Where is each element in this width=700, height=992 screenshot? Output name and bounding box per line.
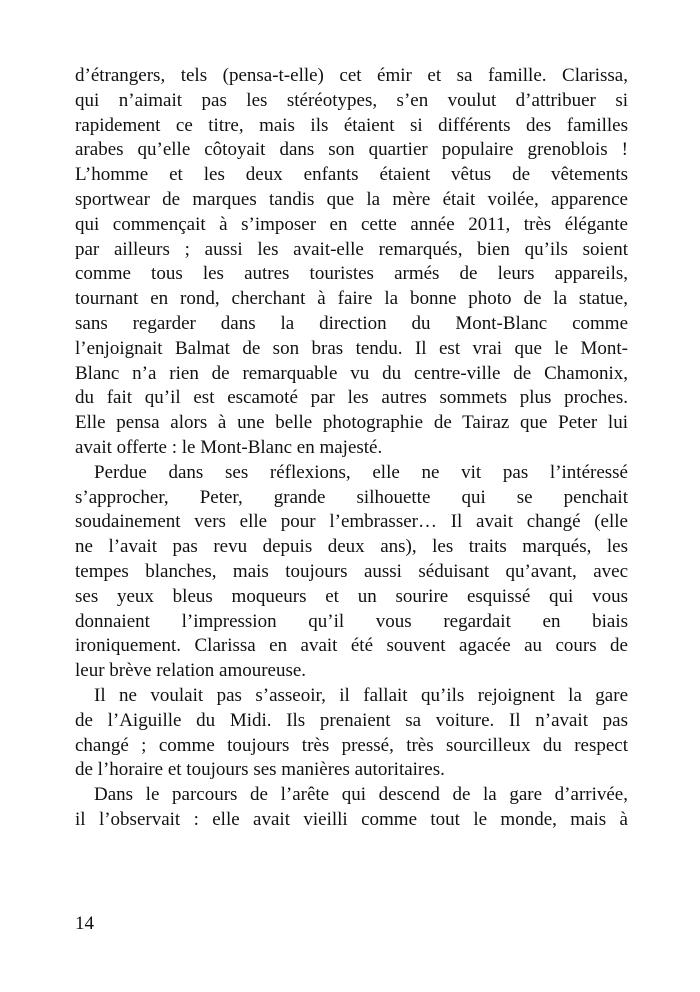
paragraph — [75, 684, 628, 783]
paragraph — [75, 783, 628, 833]
text-line: ironiquement. Clarissa en avait été souvent agacée au cours de — [75, 635, 628, 657]
text-line: avait offerte : le Mont-Blanc en majesté. — [75, 436, 383, 458]
text-line: de l’horaire et toujours ses manières autoritaires. — [75, 759, 445, 781]
text-line: il l’observait : elle avait vieilli comme tout le monde, mais à — [75, 808, 628, 830]
text-line: donnaient l’impression qu’il vous regardait en biais — [75, 610, 628, 632]
text-line: L’homme et les deux enfants étaient vêtus de vêtements — [75, 164, 628, 186]
text-line: sportwear de marques tandis que la mère était voilée, apparence — [75, 188, 628, 210]
page-number: 14 — [75, 913, 94, 934]
paragraph — [75, 64, 628, 461]
text-line: Dans le parcours de l’arête qui descend de la gare d’arrivée, — [94, 784, 628, 806]
text-line: Blanc n’a rien de remarquable vu du centre-ville de Chamonix, — [75, 362, 628, 384]
text-line: qui n’aimait pas les stéréotypes, s’en voulut d’attribuer si — [75, 89, 628, 111]
text-line: sans regarder dans la direction du Mont-Blanc comme — [75, 312, 628, 334]
text-line: l’enjoignait Balmat de son bras tendu. Il est vrai que le Mont- — [75, 337, 628, 359]
text-line: par ailleurs ; aussi les avait-elle remarqués, bien qu’ils soient — [75, 238, 628, 260]
text-line: tournant en rond, cherchant à faire la bonne photo de la statue, — [75, 288, 628, 310]
text-line: ses yeux bleus moqueurs et un sourire esquissé qui vous — [75, 585, 628, 607]
text-line: leur brève relation amoureuse. — [75, 660, 307, 682]
text-line: tempes blanches, mais toujours aussi séduisant qu’avant, avec — [75, 560, 628, 582]
text-line: qui commençait à s’imposer en cette année 2011, très élégante — [75, 213, 628, 235]
page-body — [75, 64, 628, 833]
text-line: Perdue dans ses réflexions, elle ne vit pas l’intéressé — [94, 461, 628, 483]
text-line: comme tous les autres touristes armés de leurs appareils, — [75, 263, 628, 285]
text-line: rapidement ce titre, mais ils étaient si différents des familles — [75, 114, 628, 136]
text-line: arabes qu’elle côtoyait dans son quartier populaire grenoblois ! — [75, 139, 628, 161]
text-line: changé ; comme toujours très pressé, très sourcilleux du respect — [75, 734, 628, 756]
text-line: du fait qu’il est escamoté par les autres sommets plus proches. — [75, 387, 628, 409]
text-line: d’étrangers, tels (pensa-t-elle) cet émir et sa famille. Clarissa, — [75, 65, 628, 86]
text-line: s’approcher, Peter, grande silhouette qui se penchait — [75, 486, 628, 508]
text-line: de l’Aiguille du Midi. Ils prenaient sa voiture. Il n’avait pas — [75, 709, 628, 731]
text-line: soudainement vers elle pour l’embrasser… Il avait changé (elle — [75, 511, 628, 533]
text-line: ne l’avait pas revu depuis deux ans), les traits marqués, les — [75, 536, 628, 558]
paragraph — [75, 461, 628, 684]
text-line: Elle pensa alors à une belle photographie de Tairaz que Peter lui — [75, 412, 628, 434]
text-line: Il ne voulait pas s’asseoir, il fallait qu’ils rejoignent la gare — [94, 684, 628, 706]
